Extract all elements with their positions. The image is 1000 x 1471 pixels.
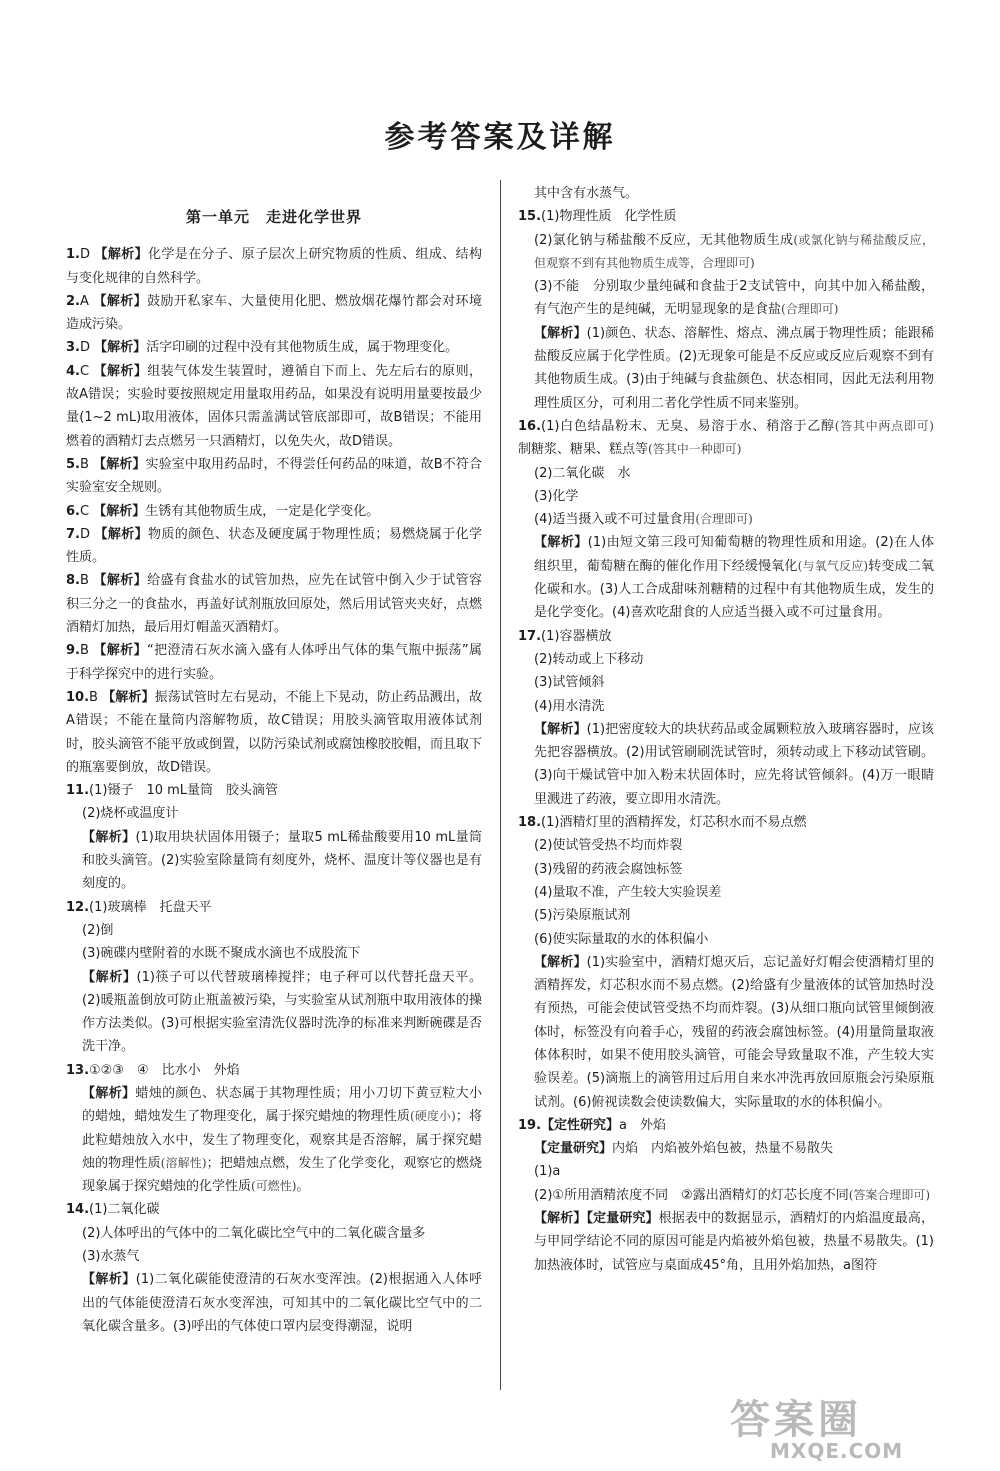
answer-13: 13.①②③ ④ 比水小 外焰 [66,1062,240,1078]
answer-19-part2: (2)①所用酒精浓度不同 ②露出酒精灯的灯芯长度不同(答案合理即可) [534,1187,931,1203]
answer-11: 11.(1)镊子 10 mL量筒 胶头滴管 [66,783,279,799]
answer-18-part2: (2)使试管受热不均而炸裂 [534,838,683,854]
answer-18-part6: (6)使实际量取的水的体积偏小 [534,931,709,947]
answer-12-part3: (3)碗碟内壁附着的水既不聚成水滴也不成股流下 [82,946,361,962]
answer-18-explanation: 【解析】(1)实验室中，酒精灯熄灭后，忘记盖好灯帽会使酒精灯里的酒精挥发，灯芯积水而不易点燃。(2)给盛有少量液体的试管加热时没有预热，可能会使试管受热不均而炸裂。(3)从细口瓶向试管里倾倒液体时，标签没有向着手心，残留的药液会腐蚀标签。(4)用量筒量取液体体积时，如果不使用胶头滴管，可能会导致量取不准，产生较大实验误差。(5)滴瓶上的滴管用过后用自来水冲洗再放回原瓶会污染原瓶试剂。(6)俯视读数会使读数偏大，实际量取的水的体积偏小。 [534,954,934,1110]
answer-6: 6.C 【解析】生锈有其他物质生成，一定是化学变化。 [66,503,380,519]
answer-16-part3: (3)化学 [534,488,579,504]
column-divider [500,180,501,1390]
answer-16-part2: (2)二氧化碳 水 [534,465,631,481]
answer-7: 7.D 【解析】物质的颜色、状态及硬度属于物理性质；易燃烧属于化学性质。 [66,526,482,566]
watermark-logo [730,1388,930,1468]
right-column [518,182,934,1471]
answer-18-part5: (5)污染原瓶试剂 [534,908,631,924]
answer-19-explanation: 【解析】【定量研究】根据表中的数据显示，酒精灯的内焰温度最高，与甲同学结论不同的原因可能是内焰被外焰包被，热量不易散失。(1)加热液体时，试管应与桌面成45°角，且用外焰加热，a图符 [534,1211,934,1273]
answer-8: 8.B 【解析】给盛有食盐水的试管加热，应先在试管中倒入少于试管容积三分之一的食盐水，再盖好试剂瓶放回原处，然后用试管夹夹好，点燃酒精灯加热，最后用灯帽盖灭酒精灯。 [66,573,483,636]
answer-14: 14.(1)二氧化碳 [66,1202,160,1218]
answer-17-explanation: 【解析】(1)把密度较大的块状药品或金属颗粒放入玻璃容器时，应该先把容器横放。(2)用试管刷刷洗试管时，须转动或上下移动试管刷。(3)向干燥试管中加入粉末状固体时，应先将试管倾斜。(4)万一眼睛里溅进了药液，要立即用水清洗。 [534,721,934,807]
answer-1: 1.D 【解析】化学是在分子、原子层次上研究物质的性质、组成、结构与变化规律的自然科学。 [66,247,482,286]
answer-12-part2: (2)倒 [82,922,114,938]
answer-9: 9.B 【解析】“把澄清石灰水滴入盛有人体呼出气体的集气瓶中振荡”属于科学探究中的进行实验。 [66,643,482,682]
answer-19-quantitative: 【定量研究】内焰 内焰被外焰包被，热量不易散失 [534,1141,834,1157]
answer-18-part4: (4)量取不准，产生较大实验误差 [534,884,722,900]
answer-18: 18.(1)酒精灯里的酒精挥发，灯芯积水而不易点燃 [518,815,807,831]
answer-17-part4: (4)用水清洗 [534,698,605,714]
answer-2: 2.A 【解析】鼓励开私家车、大量使用化肥、燃放烟花爆竹都会对环境造成污染。 [66,293,482,333]
unit-title: 第一单元 走进化学世界 [185,208,362,226]
answer-12: 12.(1)玻璃棒 托盘天平 [66,899,212,915]
answer-15-part2: (2)氯化钠与稀盐酸不反应，无其他物质生成(或氯化钠与稀盐酸反应，但观察不到有其他物质生成等，合理即可) [534,232,934,270]
answer-15-explanation: 【解析】(1)颜色、状态、溶解性、熔点、沸点属于物理性质；能跟稀盐酸反应属于化学性质。(2)无现象可能是不反应或反应后观察不到有其他物质生成。(3)由于纯碱与食盐颜色、状态相同，因此无法利用物理性质区分，可利用二者化学性质不同来鉴别。 [534,325,934,411]
answer-16-part4: (4)适当摄入或不可过量食用(合理即可) [534,512,753,528]
answer-14-part3: (3)水蒸气 [82,1249,140,1265]
answer-18-part3: (3)残留的药液会腐蚀标签 [534,861,683,877]
answer-17: 17.(1)容器横放 [518,628,612,644]
answer-16-explanation: 【解析】(1)由短文第三段可知葡萄糖的物理性质和用途。(2)在人体组织里，葡萄糖在酶的催化作用下经缓慢氧化(与氧气反应)转变成二氧化碳和水。(3)人工合成甜味剂糖精的过程中有其他物质生成，发生的是化学变化。(4)喜欢吃甜食的人应适当摄入或不可过量食用。 [534,535,934,621]
answer-17-part3: (3)试管倾斜 [534,675,605,691]
answer-14-explanation: 【解析】(1)二氧化碳能使澄清的石灰水变浑浊。(2)根据通入人体呼出的气体能使澄清石灰水变浑浊，可知其中的二氧化碳比空气中的二氧化碳含量多。(3)呼出的气体使口罩内层变得潮湿，说明 [82,1272,482,1334]
answer-16: 16.(1)白色结晶粉末、无臭、易溶于水、稍溶于乙醇(答其中两点即可) 制糖浆、糖果、糕点等(答其中一种即可) [518,418,934,458]
answer-17-part2: (2)转动或上下移动 [534,651,644,667]
answer-11-explanation: 【解析】(1)取用块状固体用镊子；量取5 mL稀盐酸要用10 mL量筒和胶头滴管。(2)实验室除量筒有刻度外，烧杯、温度计等仪器也是有刻度的。 [82,829,482,892]
watermark-url: MXQE.COM [770,1439,904,1463]
left-column [66,182,482,1471]
answer-19-part1: (1)a [534,1164,561,1180]
watermark-text: 答案圈 [730,1397,862,1443]
answer-15-part3: (3)不能 分别取少量纯碱和食盐于2支试管中，向其中加入稀盐酸，有气泡产生的是纯碱，无明显现象的是食盐(合理即可) [534,279,934,318]
answer-5: 5.B 【解析】实验室中取用药品时，不得尝任何药品的味道，故B不符合实验室安全规则。 [66,456,482,496]
answer-19: 19.【定性研究】a 外焰 [518,1117,667,1133]
answer-11-part2: (2)烧杯或温度计 [82,806,179,822]
answer-10: 10.B 【解析】振荡试管时左右晃动，不能上下晃动，防止药品溅出，故A错误；不能在量筒内溶解物质，故C错误；用胶头滴管取用液体试剂时，胶头滴管不能平放或倒置，以防污染试剂或腐蚀橡胶胶帽，而且取下的瓶塞要倒放，故D错误。 [66,689,483,775]
answer-14-part2: (2)人体呼出的气体中的二氧化碳比空气中的二氧化碳含量多 [82,1225,426,1241]
answer-3: 3.D 【解析】活字印刷的过程中没有其他物质生成，属于物理变化。 [66,340,459,356]
answer-12-explanation: 【解析】(1)筷子可以代替玻璃棒搅拌；电子秤可以代替托盘天平。(2)暖瓶盖倒放可防止瓶盖被污染，与实验室从试剂瓶中取用液体的操作方法类似。(3)可根据实验室清洗仪器时洗净的标准来判断碗碟是否洗干净。 [82,969,482,1055]
answer-14-continued: 其中含有水蒸气。 [534,186,639,201]
answer-15: 15.(1)物理性质 化学性质 [518,209,677,225]
answer-4: 4.C 【解析】组装气体发生装置时，遵循自下而上、先左后右的原则，故A错误；实验时要按照规定用量取用药品，如果没有说明用量要按最少量(1~2 mL)取用液体，固体只需盖满试管底部即可，故B错误；不能用燃着的酒精灯去点燃另一只酒精灯，以免失火，故D错误。 [66,363,482,449]
page-title: 参考答案及详解 [384,120,616,155]
answer-13-explanation: 【解析】蜡烛的颜色、状态属于其物理性质；用小刀切下黄豆粒大小的蜡烛，蜡烛发生了物理变化，属于探究蜡烛的物理性质(硬度小)；将此粒蜡烛放入水中，发生了物理变化，观察其是否溶解，属于探究蜡烛的物理性质(溶解性)；把蜡烛点燃，发生了化学变化，观察它的燃烧现象属于探究蜡烛的化学性质(可燃性)。 [82,1085,482,1195]
